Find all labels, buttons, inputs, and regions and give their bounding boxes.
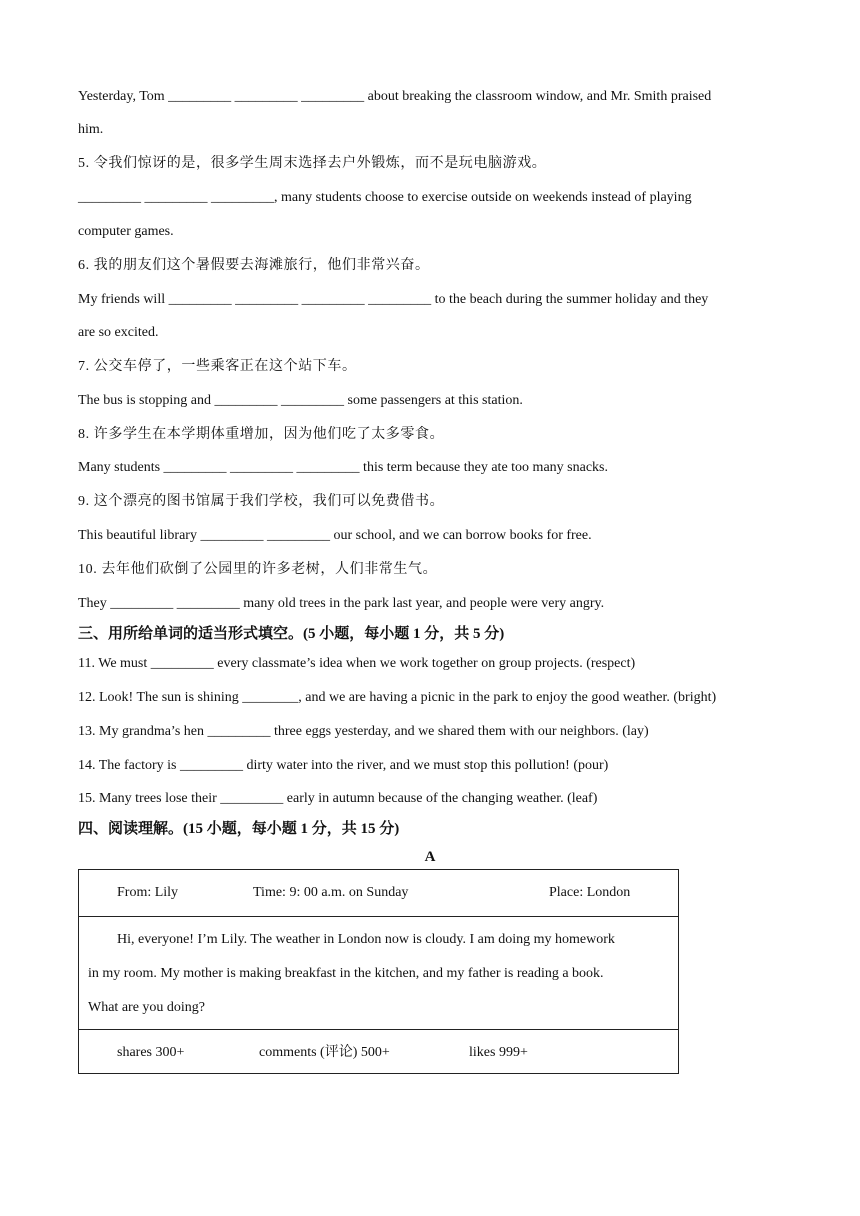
section-4-heading: 四、阅读理解。(15 小题，每小题 1 分，共 15 分): [78, 821, 400, 837]
post-header-row: [79, 870, 678, 916]
item-6-chinese: 6. 我的朋友们这个暑假要去海滩旅行，他们非常兴奋。: [78, 258, 430, 273]
item-5-chinese: 5. 令我们惊讶的是，很多学生周末选择去户外锻炼，而不是玩电脑游戏。: [78, 156, 547, 171]
post-likes: likes 999+: [469, 1045, 528, 1060]
item-6-english-2: are so excited.: [78, 325, 159, 340]
item-10-chinese: 10. 去年他们砍倒了公园里的许多老树，人们非常生气。: [78, 562, 438, 577]
post-stats-row: [79, 1030, 678, 1074]
item-9-english: This beautiful library _________ _________ our school, and we can borrow books for free.: [78, 528, 592, 543]
post-body-line-2: in my room. My mother is making breakfast in the kitchen, and my father is reading a book.: [88, 966, 604, 981]
post-from: From: Lily: [117, 885, 179, 900]
carryover-line-1: Yesterday, Tom _________ _________ _________ about breaking the classroom window, and Mr. Smith praised: [78, 89, 712, 104]
question-12: 12. Look! The sun is shining ________, and we are having a picnic in the park to enjoy the good weather. (bright): [78, 690, 717, 705]
section-3-heading: 三、用所给单词的适当形式填空。(5 小题，每小题 1 分，共 5 分): [78, 626, 505, 642]
item-6-english-1: My friends will _________ _________ _________ _________ to the beach during the summer holiday and they: [78, 292, 709, 307]
post-place: Place: London: [549, 885, 631, 900]
post-comments: comments (评论) 500+: [259, 1045, 390, 1060]
item-5-english-1: _________ _________ _________, many students choose to exercise outside on weekends instead of playing: [78, 190, 692, 205]
item-5-english-2: computer games.: [78, 224, 174, 239]
question-11: 11. We must _________ every classmate’s idea when we work together on group projects. (respect): [78, 656, 636, 671]
item-8-chinese: 8. 许多学生在本学期体重增加，因为他们吃了太多零食。: [78, 427, 445, 442]
item-7-english: The bus is stopping and _________ _________ some passengers at this station.: [78, 393, 523, 408]
question-15: 15. Many trees lose their _________ early in autumn because of the changing weather. (leaf): [78, 791, 598, 806]
item-8-english: Many students _________ _________ _________ this term because they ate too many snacks.: [78, 460, 608, 475]
question-13: 13. My grandma’s hen _________ three eggs yesterday, and we shared them with our neighbors. (lay): [78, 724, 649, 739]
post-body-line-3: What are you doing?: [88, 1000, 206, 1015]
question-14: 14. The factory is _________ dirty water into the river, and we must stop this pollution! (pour): [78, 758, 609, 773]
post-time: Time: 9: 00 a.m. on Sunday: [253, 885, 409, 900]
item-10-english: They _________ _________ many old trees in the park last year, and people were very angry.: [78, 596, 605, 611]
post-body: [79, 917, 678, 1029]
social-post-card: [78, 869, 679, 1074]
passage-label: A: [424, 849, 436, 865]
post-shares: shares 300+: [117, 1045, 185, 1060]
carryover-line-2: him.: [78, 122, 104, 137]
item-7-chinese: 7. 公交车停了，一些乘客正在这个站下车。: [78, 359, 357, 374]
post-body-line-1: Hi, everyone! I’m Lily. The weather in London now is cloudy. I am doing my homework: [117, 932, 615, 947]
item-9-chinese: 9. 这个漂亮的图书馆属于我们学校，我们可以免费借书。: [78, 494, 445, 509]
